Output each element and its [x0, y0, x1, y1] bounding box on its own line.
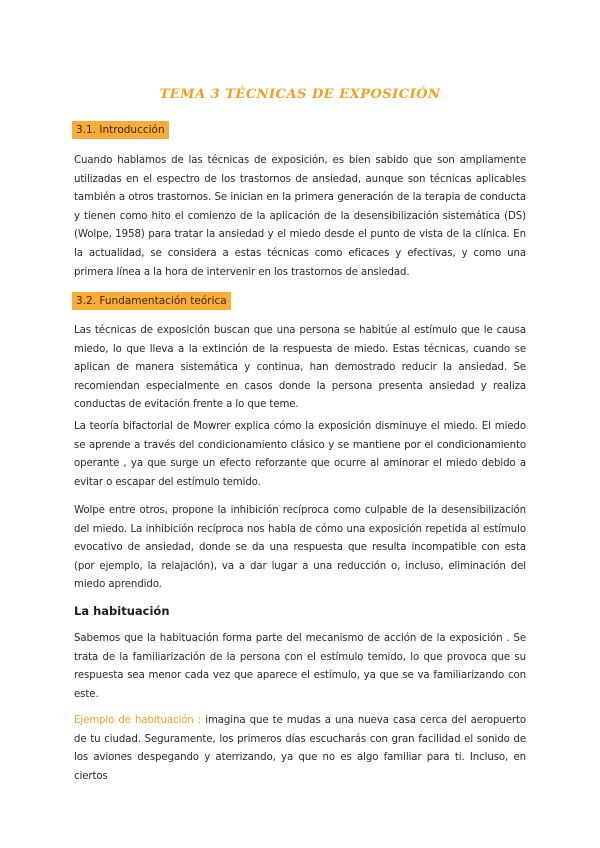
subheading-habituacion: La habituación: [74, 604, 170, 618]
paragraph-habituacion: Sabemos que la habituación forma parte del mecanismo de acción de la exposición . Se trata de la familiarización de la persona con el estímulo temido, lo que provoca que su respuesta sea menor cada vez que aparece el estímulo, ya que se va familiarizando con este.: [74, 633, 526, 700]
paragraph-ejemplo-habituacion: [74, 712, 526, 786]
section-heading-fundamentacion: 3.2. Fundamentación teórica: [72, 292, 231, 310]
paragraph-fundamentacion-3: Wolpe entre otros, propone la inhibición recíproca como culpable de la desensibilización del miedo. La inhibición recíproca nos habla de cómo una exposición repetida al estímulo evocativo de ansiedad, donde se da una respuesta que resulta incompatible con esta (por ejemplo, la relajación), va a dar lugar a una reducción o, incluso, eliminación del miedo aprendido.: [74, 505, 526, 591]
paragraph-introduccion: Cuando hablamos de las técnicas de exposición, es bien sabido que son ampliamente utilizadas en el espectro de los trastornos de ansiedad, aunque son técnicas aplicables también a otros trastornos. Se inician en la primera generación de la terapia de conducta y tienen como hito el comienzo de la aplicación de la desensibilización sistemática (DS) (Wolpe, 1958) para tratar la ansiedad y el miedo desde el punto de vista de la clínica. En la actualidad, se considera a estas técnicas como eficaces y efectivas, y como una primera línea a la hora de intervenir en los trastornos de ansiedad.: [74, 155, 526, 278]
document-title: TEMA 3 TÉCNICAS DE EXPOSICIÓN: [159, 87, 441, 102]
example-text: imagina que te mudas a una nueva casa cerca del aeropuerto de tu ciudad. Seguramente, los primeros días escucharás con gran facilidad el sonido de los aviones despegando y aterrizando, ya que no es algo familiar para ti. Incluso, en ciertos: [74, 715, 526, 782]
example-label: Ejemplo de habituación :: [74, 715, 202, 726]
paragraph-fundamentacion-2: La teoría bifactorial de Mowrer explica cómo la exposición disminuye el miedo. El miedo se aprende a través del condicionamiento clásico y se mantiene por el condicionamiento operante , ya que surge un efecto reforzante que ocurre al aminorar el miedo debido a evitar o escapar del estímulo temido.: [74, 421, 526, 488]
section-heading-introduccion: 3.1. Introducción: [72, 121, 169, 139]
paragraph-fundamentacion-1: Las técnicas de exposición buscan que una persona se habitúe al estímulo que le causa miedo, lo que lleva a la extinción de la respuesta de miedo. Estas técnicas, cuando se aplican de manera sistemática y continua, han demostrado reducir la ansiedad. Se recomiendan especialmente en casos donde la persona presenta ansiedad y realiza conductas de evitación frente a lo que teme.: [74, 325, 526, 411]
